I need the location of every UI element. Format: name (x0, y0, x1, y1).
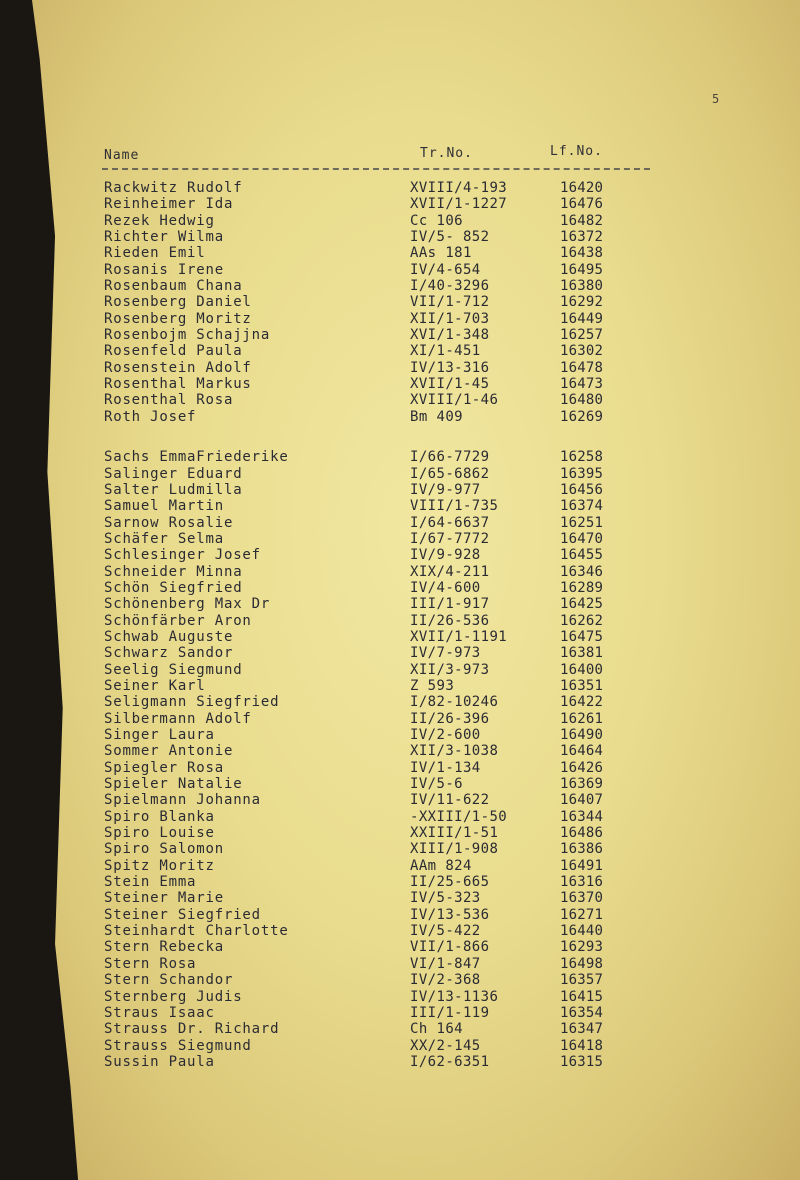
lf-number: 16354 (560, 1004, 604, 1021)
tr-number: XVIII/4-193 (410, 180, 508, 196)
lf-number: 16370 (560, 890, 604, 907)
tr-number: IV/2-600 (410, 727, 481, 743)
person-name: Seiner Karl (104, 677, 206, 694)
lf-number: 16302 (560, 343, 604, 360)
list-item (0, 825, 800, 841)
tr-number: XXIII/1-51 (410, 825, 499, 842)
list-item (0, 874, 800, 890)
person-name: Strauss Dr. Richard (104, 1021, 280, 1038)
lf-number: 16289 (560, 579, 604, 596)
list-item (0, 1021, 800, 1037)
lf-number: 16440 (560, 923, 604, 940)
lf-number: 16258 (560, 449, 604, 466)
person-name: Richter Wilma (104, 229, 224, 246)
lf-number: 16486 (560, 825, 604, 842)
list-item (0, 596, 800, 612)
list-item (0, 711, 800, 727)
person-name: Seligmann Siegfried (104, 694, 280, 711)
person-name: Rosenberg Moritz (104, 310, 252, 327)
tr-number: XIII/1-908 (410, 841, 499, 858)
list-item (0, 580, 800, 596)
lf-number: 16386 (560, 841, 604, 858)
list-item (0, 939, 800, 955)
tr-number: Z 593 (410, 677, 455, 694)
person-name: Rackwitz Rudolf (104, 180, 243, 196)
lf-number: 16480 (560, 392, 604, 409)
group-r (0, 180, 800, 425)
list-item (0, 531, 800, 547)
person-name: Rieden Emil (104, 245, 206, 262)
person-name: Stern Rosa (104, 955, 197, 972)
lf-number: 16473 (560, 376, 604, 393)
tr-number: II/25-665 (410, 874, 490, 891)
lf-number: 16422 (560, 694, 604, 711)
lf-number: 16482 (560, 212, 604, 229)
tr-number: AAs 181 (410, 245, 472, 262)
tr-number: IV/13-316 (410, 359, 490, 376)
lf-number: 16407 (560, 792, 604, 809)
tr-number: XVII/1-1227 (410, 196, 508, 213)
tr-number: IV/2-368 (410, 972, 481, 989)
person-name: Strauss Siegmund (104, 1037, 252, 1054)
person-name: Steinhardt Charlotte (104, 923, 289, 940)
tr-number: XII/3-1038 (410, 743, 499, 760)
tr-number: III/1-917 (410, 596, 490, 613)
column-header-tr-no: Tr.No. (420, 146, 473, 161)
tr-number: XVII/1-45 (410, 376, 490, 393)
lf-number: 16380 (560, 278, 604, 295)
tr-number: VII/1-866 (410, 939, 490, 956)
list-item (0, 1005, 800, 1021)
tr-number: AAm 824 (410, 857, 472, 874)
tr-number: IV/5-422 (410, 923, 481, 940)
lf-number: 16415 (560, 988, 604, 1005)
lf-number: 16498 (560, 955, 604, 972)
person-name: Spitz Moritz (104, 857, 215, 874)
person-name: Schneider Minna (104, 563, 243, 580)
person-name: Steiner Marie (104, 890, 224, 907)
list-item (0, 760, 800, 776)
lf-number: 16464 (560, 743, 604, 760)
tr-number: VIII/1-735 (410, 498, 499, 515)
person-name: Rosenbojm Schajjna (104, 327, 271, 344)
tr-number: IV/11-622 (410, 792, 490, 809)
lf-number: 16251 (560, 514, 604, 531)
list-item (0, 776, 800, 792)
list-item (0, 972, 800, 988)
list-item (0, 809, 800, 825)
lf-number: 16449 (560, 310, 604, 327)
lf-number: 16262 (560, 612, 604, 629)
column-header-name: Name (104, 148, 140, 163)
tr-number: III/1-119 (410, 1004, 490, 1021)
person-name: Schwarz Sandor (104, 645, 234, 662)
tr-number: IV/1-134 (410, 759, 481, 776)
list-item (0, 923, 800, 939)
person-name: Steiner Siegfried (104, 906, 261, 923)
lf-number: 16344 (560, 808, 604, 825)
list-item (0, 498, 800, 514)
list-item (0, 466, 800, 482)
tr-number: I/62-6351 (410, 1053, 490, 1070)
list-item (0, 1038, 800, 1054)
tr-number: IV/5- 852 (410, 229, 490, 246)
tr-number: IV/4-654 (410, 261, 481, 278)
person-name: Samuel Martin (104, 498, 224, 515)
list-item (0, 890, 800, 906)
lf-number: 16257 (560, 327, 604, 344)
person-name: Stern Schandor (104, 972, 234, 989)
list-item (0, 564, 800, 580)
list-item (0, 956, 800, 972)
tr-number: II/26-536 (410, 612, 490, 629)
lf-number: 16261 (560, 710, 604, 727)
lf-number: 16269 (560, 408, 604, 425)
list-item (0, 613, 800, 629)
person-name: Seelig Siegmund (104, 661, 243, 678)
person-name: Reinheimer Ida (104, 196, 234, 213)
tr-number: VI/1-847 (410, 955, 481, 972)
person-name: Spieler Natalie (104, 776, 243, 793)
person-name: Spiegler Rosa (104, 759, 224, 776)
person-name: Sommer Antonie (104, 743, 234, 760)
lf-number: 16495 (560, 261, 604, 278)
person-name: Sachs EmmaFriederike (104, 449, 289, 466)
lf-number: 16400 (560, 661, 604, 678)
list-item (0, 547, 800, 563)
lf-number: 16271 (560, 906, 604, 923)
list-item (0, 449, 800, 465)
list-item (0, 278, 800, 294)
person-name: Rosenthal Rosa (104, 392, 234, 409)
tr-number: XIX/4-211 (410, 563, 490, 580)
list-item (0, 727, 800, 743)
person-name: Sarnow Rosalie (104, 514, 234, 531)
person-name: Rosanis Irene (104, 261, 224, 278)
tr-number: I/82-10246 (410, 694, 499, 711)
list-item (0, 841, 800, 857)
person-name: Rosenbaum Chana (104, 278, 243, 295)
tr-number: I/66-7729 (410, 449, 490, 466)
lf-number: 16490 (560, 727, 604, 743)
lf-number: 16475 (560, 628, 604, 645)
tr-number: I/64-6637 (410, 514, 490, 531)
lf-number: 16420 (560, 180, 604, 196)
person-name: Rosenstein Adolf (104, 359, 252, 376)
tr-number: -XXIII/1-50 (410, 808, 508, 825)
lf-number: 16347 (560, 1021, 604, 1038)
list-item (0, 989, 800, 1005)
tr-number: I/40-3296 (410, 278, 490, 295)
list-item (0, 343, 800, 359)
lf-number: 16418 (560, 1037, 604, 1054)
list-item (0, 858, 800, 874)
tr-number: XII/1-703 (410, 310, 490, 327)
person-name: Schäfer Selma (104, 530, 224, 547)
tr-number: IV/7-973 (410, 645, 481, 662)
list-item (0, 245, 800, 261)
tr-number: I/65-6862 (410, 465, 490, 482)
lf-number: 16315 (560, 1053, 604, 1070)
person-name: Schönenberg Max Dr (104, 596, 271, 613)
person-name: Silbermann Adolf (104, 710, 252, 727)
list-item (0, 907, 800, 923)
lf-number: 16374 (560, 498, 604, 515)
list-item (0, 645, 800, 661)
lf-number: 16316 (560, 874, 604, 891)
tr-number: IV/9-977 (410, 481, 481, 498)
lf-number: 16476 (560, 196, 604, 213)
lf-number: 16357 (560, 972, 604, 989)
header-divider (102, 168, 650, 170)
person-name: Roth Josef (104, 408, 197, 425)
lf-number: 16369 (560, 776, 604, 793)
list-item (0, 262, 800, 278)
list-item (0, 196, 800, 212)
list-item (0, 694, 800, 710)
list-item (0, 229, 800, 245)
tr-number: IV/4-600 (410, 579, 481, 596)
tr-number: XVII/1-1191 (410, 628, 508, 645)
group-s (0, 449, 800, 1070)
person-name: Straus Isaac (104, 1004, 215, 1021)
tr-number: IV/13-536 (410, 906, 490, 923)
person-name: Stern Rebecka (104, 939, 224, 956)
person-name: Schwab Auguste (104, 628, 234, 645)
list-item (0, 743, 800, 759)
tr-number: IV/9-928 (410, 547, 481, 564)
lf-number: 16425 (560, 596, 604, 613)
tr-number: XII/3-973 (410, 661, 490, 678)
tr-number: Cc 106 (410, 212, 463, 229)
lf-number: 16438 (560, 245, 604, 262)
lf-number: 16346 (560, 563, 604, 580)
person-name: Schön Siegfried (104, 579, 243, 596)
list-item (0, 311, 800, 327)
list-item (0, 678, 800, 694)
list-item (0, 376, 800, 392)
tr-number: Ch 164 (410, 1021, 463, 1038)
lf-number: 16395 (560, 465, 604, 482)
person-name: Schlesinger Josef (104, 547, 261, 564)
list-item (0, 294, 800, 310)
list-item (0, 1054, 800, 1070)
column-header-lf-no: Lf.No. (550, 144, 603, 159)
tr-number: VII/1-712 (410, 294, 490, 311)
list-item (0, 327, 800, 343)
person-name: Rosenfeld Paula (104, 343, 243, 360)
tr-number: IV/5-6 (410, 776, 463, 793)
person-name: Sussin Paula (104, 1053, 215, 1070)
tr-number: XI/1-451 (410, 343, 481, 360)
tr-number: XVIII/1-46 (410, 392, 499, 409)
tr-number: I/67-7772 (410, 530, 490, 547)
list-item (0, 392, 800, 408)
name-list (0, 180, 800, 1070)
person-name: Spiro Salomon (104, 841, 224, 858)
lf-number: 16351 (560, 677, 604, 694)
lf-number: 16372 (560, 229, 604, 246)
list-item (0, 662, 800, 678)
tr-number: IV/13-1136 (410, 988, 499, 1005)
tr-number: XVI/1-348 (410, 327, 490, 344)
list-item (0, 629, 800, 645)
lf-number: 16456 (560, 481, 604, 498)
lf-number: 16491 (560, 857, 604, 874)
person-name: Stein Emma (104, 874, 197, 891)
list-item (0, 409, 800, 425)
person-name: Salinger Eduard (104, 465, 243, 482)
tr-number: XX/2-145 (410, 1037, 481, 1054)
lf-number: 16293 (560, 939, 604, 956)
person-name: Spiro Louise (104, 825, 215, 842)
person-name: Sternberg Judis (104, 988, 243, 1005)
list-item (0, 515, 800, 531)
tr-number: Bm 409 (410, 408, 463, 425)
person-name: Rosenthal Markus (104, 376, 252, 393)
list-item (0, 482, 800, 498)
person-name: Spielmann Johanna (104, 792, 261, 809)
lf-number: 16426 (560, 759, 604, 776)
person-name: Spiro Blanka (104, 808, 215, 825)
page-number: 5 (712, 92, 720, 106)
lf-number: 16381 (560, 645, 604, 662)
lf-number: 16478 (560, 359, 604, 376)
list-item (0, 180, 800, 196)
list-item (0, 213, 800, 229)
person-name: Schönfärber Aron (104, 612, 252, 629)
person-name: Rezek Hedwig (104, 212, 215, 229)
person-name: Salter Ludmilla (104, 481, 243, 498)
lf-number: 16455 (560, 547, 604, 564)
list-item (0, 360, 800, 376)
lf-number: 16292 (560, 294, 604, 311)
tr-number: II/26-396 (410, 710, 490, 727)
person-name: Singer Laura (104, 727, 215, 743)
lf-number: 16470 (560, 530, 604, 547)
person-name: Rosenberg Daniel (104, 294, 252, 311)
list-item (0, 792, 800, 808)
group-gap (0, 425, 800, 449)
tr-number: IV/5-323 (410, 890, 481, 907)
